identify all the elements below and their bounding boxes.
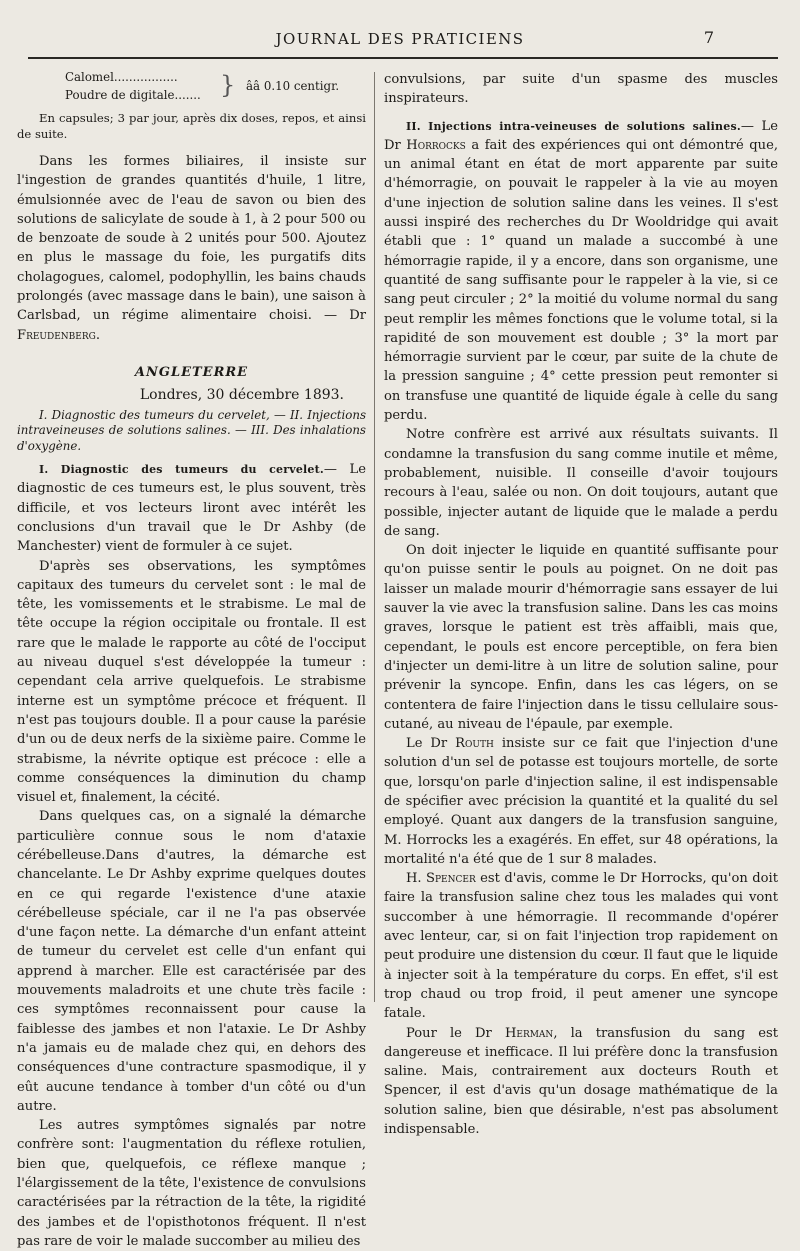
paragraph-injections [384, 117, 778, 426]
paragraph-routh-a: Le Dr [406, 736, 456, 752]
subheading-injections: II. Injections intra-veineuses de solutions salines. [406, 119, 741, 133]
page-header [0, 24, 800, 50]
paragraph-diagnostic-text: — Le diagnostic de ces tumeurs est, le plus souvent, très difficile, et vos lecteurs liront avec intérêt les conclusions d'un travail que le Dr Ashby (de Manchester) vient de formuler à ce sujet. [17, 462, 366, 555]
paragraph-injections-text-a: — Le Dr [384, 118, 778, 153]
dateline: Londres, 30 décembre 1893. [139, 387, 344, 404]
paragraph-spencer-b: est d'avis, comme le Dr Horrocks, qu'on doit faire la transfusion saline chez tous les malades qui vont succomber à une hémorragie. Il recommande d'opérer avec lenteur, car, si on fait l'injection trop rapidement on peut produire une distension du cœur. Il faut que le liquide à injecter soit à la température du corps. En effet, s'il est trop chaud ou trop froid, il peut amener une syncope fatale. [384, 871, 778, 1022]
paragraph-continuation: convulsions, par suite d'un spasme des muscles inspirateurs. [384, 72, 778, 107]
paragraph-symptoms: D'après ses observations, les symptômes capitaux des tumeurs du cervelet sont : le mal de tête, les vomissements et le strabisme. Le mal de tête occupe la région occipitale ou frontale. Il est rare que le malade le rapporte au côté de l'occiput au niveau duquel s'est développée la tumeur : cependant cela arrive quelquefois. Le strabisme interne est un symptôme précoce et fréquent. Il n'est pas toujours double. Il a pour cause la parésie d'un ou de deux nerfs de la sixième paire. Comme le strabisme, la névrite optique est précoce : elle a comme conséquences la diminution du champ visuel et, finalement, la cécité. [17, 558, 366, 806]
paragraph-diagnostic [17, 460, 366, 556]
running-title: JOURNAL DES PRATICIENS [275, 30, 525, 48]
paragraph-bile-text: Dans les formes biliaires, il insiste sur l'ingestion de grandes quantités d'huile, 1 litre, émulsionnée avec de l'eau de savon ou bien des solutions de salicylate de soude à 1, à 2 pour 500 ou de benzoate de soude à 2 unités pour 500. Ajoutez en plus le massage du foie, les purgatifs dits cholagogues, calomel, podophyllin, les bains chauds prolongés (avec massage dans le bain), une saison à Carlsbad, un régime alimentaire choisi. — Dr [17, 154, 366, 324]
signature-freudenberg: Freudenberg. [17, 327, 100, 343]
paragraph-routh-b: insiste sur ce fait que l'injection d'une solution d'un sel de potasse est toujours mortelle, de sorte que, lorsqu'on parle d'injection saline, il est indispensable de spécifier avec précision la quantité et la qualité du sel employé. Quant aux dangers de la transfusion sanguine, M. Horrocks les a exagérés. En effet, sur 48 opérations, la mortalité n'a été que de 1 sur 8 malades. [384, 736, 778, 867]
paragraph-gait: Dans quelques cas, on a signalé la démarche particulière connue sous le nom d'ataxie cérébelleuse.Dans d'autres, la démarche est chancelante. Le Dr Ashby exprime quelques doutes en ce qui regarde l'existence d'une ataxie cérébelleuse spéciale, car il ne l'a pas observée d'une façon nette. La démarche d'un enfant atteint de tumeur du cervelet est celle d'un enfant qui apprend à marcher. Elle est caractérisée par des mouvements maladroits et une chute très facile : ces symptômes reconnaissent pour cause la faiblesse des jambes et non l'ataxie. Le Dr Ashby n'a jamais eu de malade chez qui, en dehors des conséquences d'une contracture spasmodique, il y eût aucune tendance à tomber d'un côté ou d'un autre. [17, 809, 366, 1114]
name-herman: Herman [504, 1025, 554, 1041]
header-rule [28, 57, 778, 59]
right-column [384, 70, 778, 1139]
section-title: ANGLETERRE [134, 364, 249, 380]
rx-brace: } [220, 71, 236, 99]
rx-ingredient-1: Calomel................. [65, 70, 178, 84]
paragraph-spencer [384, 869, 778, 1023]
rx-dose: ââ 0.10 centigr. [246, 79, 340, 93]
name-horrocks: Horrocks [406, 137, 466, 153]
section-contents-text: I. Diagnostic des tumeurs du cervelet, — II. Injections intraveineuses de solutions salines. — III. Des inhalations d'oxygène. [17, 407, 366, 453]
name-spencer: Spencer [426, 871, 476, 887]
paragraph-herman-a: Pour le Dr [406, 1025, 505, 1041]
paragraph-quantity: On doit injecter le liquide en quantité suffisante pour qu'on puisse sentir le pouls au poignet. On ne doit pas laisser un malade mourir d'hémorragie sans essayer de lui sauver la vie avec la transfusion saline. Dans les cas moins graves, lorsque le patient est très affaibli, mais que, cependant, le pouls est encore perceptible, on fera bien d'injecter un demi-litre à un litre de solution saline, pour prévenir la syncope. Enfin, dans les cas légers, on se contentera de faire l'injection dans le tissu cellulaire sous-cutané, au niveau de l'épaule, par exemple. [384, 543, 778, 732]
rx-note: En capsules; 3 par jour, après dix doses, repos, et ainsi de suite. [17, 111, 366, 141]
paragraph-spencer-a: H. [406, 871, 427, 887]
paragraph-routh [384, 734, 778, 869]
rx-ingredient-2: Poudre de digitale....... [65, 88, 201, 102]
name-routh: Routh [455, 736, 494, 752]
left-column [17, 70, 366, 1251]
prescription-block [17, 70, 366, 110]
paragraph-herman-b: , la transfusion du sang est dangereuse et inefficace. Il lui préfère donc la transfusion saline. Mais, contrairement aux docteurs Routh et Spencer, il est d'avis qu'un dosage mathématique de la solution saline, bien que désirable, n'est pas absolument indispensable. [384, 1025, 778, 1138]
paragraph-herman [384, 1024, 778, 1140]
paragraph-bile [17, 152, 366, 345]
paragraph-injections-text-b: a fait des expériences qui ont démontré que, un animal étant en état de mort apparente par suite d'hémorragie, on pouvait le rappeler à la vie au moyen d'une injection de solution saline dans les veines. Il s'est aussi inspiré des recherches du Dr Wooldridge qui avait établi que : 1° quand un malade a succombé à une hémorragie rapide, il y a encore, dans son organisme, une quantité de sang suffisante pour le rappeler à la vie, si ce sang peut circuler ; 2° la moitié du volume normal du sang peut remplir les mêmes fonctions que le volume total, si la rapidité de son mouvement est double ; 3° la mort par hémorragie survient par le cœur, par suite de la chute de la pression sanguine ; 4° cette pression peut remonter si on transfuse une quantité de liquide égale à celle du sang perdu. [384, 137, 778, 424]
subheading-diagnostic: I. Diagnostic des tumeurs du cervelet. [39, 463, 324, 477]
page-number: 7 [703, 28, 714, 47]
section-contents [17, 408, 366, 455]
paragraph-other-symptoms: Les autres symptômes signalés par notre confrère sont: l'augmentation du réflexe rotulien, bien que, quelquefois, ce réflexe manque ; l'élargissement de la tête, l'existence de convulsions caractérisées par la rétraction de la tête, la rigidité des jambes et de l'opisthotonos fréquent. Il n'est pas rare de voir le malade succomber au milieu des [17, 1118, 366, 1249]
column-divider [374, 72, 375, 1002]
paragraph-results: Notre confrère est arrivé aux résultats suivants. Il condamne la transfusion du sang comme inutile et même, probablement, nuisible. Il conseille d'avoir toujours recours à l'eau, salée ou non. On doit toujours, autant que possible, injecter autant de liquide que le malade a perdu de sang. [384, 427, 778, 539]
